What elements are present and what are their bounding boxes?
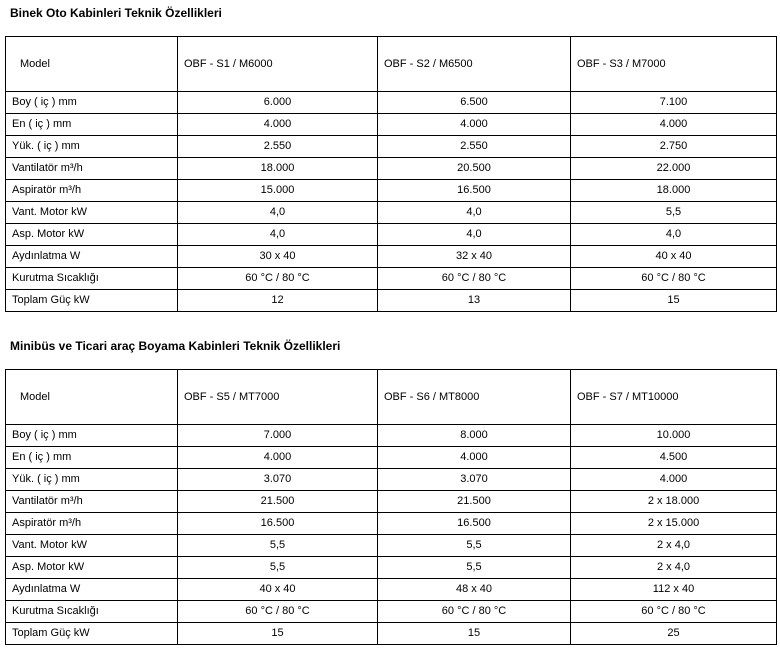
table-cell: 15 [571, 290, 777, 312]
table-row [6, 447, 777, 469]
row-label: Aspiratör m³/h [6, 180, 178, 202]
row-label: Toplam Güç kW [6, 290, 178, 312]
header-cell: OBF - S3 / M7000 [571, 37, 777, 92]
table-cell: 60 °C / 80 °C [378, 268, 571, 290]
table-cell: 4.000 [178, 447, 378, 469]
row-label: Aydınlatma W [6, 246, 178, 268]
table-row [6, 224, 777, 246]
table-cell: 4.000 [378, 447, 571, 469]
table-cell: 5,5 [571, 202, 777, 224]
table-cell: 4.500 [571, 447, 777, 469]
table-cell: 60 °C / 80 °C [178, 601, 378, 623]
table-header-row [6, 37, 777, 92]
row-label: Vant. Motor kW [6, 535, 178, 557]
table-cell: 4,0 [378, 202, 571, 224]
row-label: Asp. Motor kW [6, 557, 178, 579]
table-row [6, 535, 777, 557]
table-row [6, 114, 777, 136]
table-cell: 10.000 [571, 425, 777, 447]
table-cell: 4,0 [571, 224, 777, 246]
header-cell: OBF - S2 / M6500 [378, 37, 571, 92]
table-cell: 4,0 [178, 224, 378, 246]
row-label: Vant. Motor kW [6, 202, 178, 224]
table-cell: 2.550 [178, 136, 378, 158]
table-cell: 7.100 [571, 92, 777, 114]
table-cell: 40 x 40 [178, 579, 378, 601]
table-cell: 48 x 40 [378, 579, 571, 601]
header-cell: Model [6, 370, 178, 425]
row-label: Aydınlatma W [6, 579, 178, 601]
table-cell: 2.550 [378, 136, 571, 158]
table-cell: 32 x 40 [378, 246, 571, 268]
table-cell: 22.000 [571, 158, 777, 180]
spec-table-minibus [5, 369, 777, 645]
table-row [6, 158, 777, 180]
row-label: Yük. ( iç ) mm [6, 469, 178, 491]
table-row [6, 290, 777, 312]
table-cell: 2 x 4,0 [571, 557, 777, 579]
table-cell: 4.000 [378, 114, 571, 136]
table-cell: 15 [178, 623, 378, 645]
header-cell: OBF - S1 / M6000 [178, 37, 378, 92]
table-cell: 60 °C / 80 °C [378, 601, 571, 623]
table-cell: 4,0 [378, 224, 571, 246]
table-cell: 40 x 40 [571, 246, 777, 268]
section-title-minibus: Minibüs ve Ticari araç Boyama Kabinleri Teknik Özellikleri [10, 339, 341, 353]
table-row [6, 601, 777, 623]
table-cell: 60 °C / 80 °C [178, 268, 378, 290]
table-cell: 2 x 18.000 [571, 491, 777, 513]
spec-table-body [6, 37, 777, 312]
table-cell: 12 [178, 290, 378, 312]
table-cell: 7.000 [178, 425, 378, 447]
row-label: Kurutma Sıcaklığı [6, 268, 178, 290]
row-label: En ( iç ) mm [6, 114, 178, 136]
table-cell: 16.500 [178, 513, 378, 535]
row-label: Vantilatör m³/h [6, 491, 178, 513]
header-cell: OBF - S5 / MT7000 [178, 370, 378, 425]
table-cell: 6.000 [178, 92, 378, 114]
table-row [6, 202, 777, 224]
table-cell: 20.500 [378, 158, 571, 180]
table-cell: 25 [571, 623, 777, 645]
table-cell: 5,5 [178, 557, 378, 579]
table-cell: 18.000 [571, 180, 777, 202]
row-label: Asp. Motor kW [6, 224, 178, 246]
table-cell: 8.000 [378, 425, 571, 447]
row-label: Aspiratör m³/h [6, 513, 178, 535]
table-cell: 16.500 [378, 513, 571, 535]
table-cell: 5,5 [178, 535, 378, 557]
table-cell: 2 x 4,0 [571, 535, 777, 557]
table-cell: 4.000 [178, 114, 378, 136]
table-row [6, 557, 777, 579]
table-cell: 112 x 40 [571, 579, 777, 601]
table-row [6, 246, 777, 268]
row-label: Toplam Güç kW [6, 623, 178, 645]
table-row [6, 579, 777, 601]
table-row [6, 623, 777, 645]
row-label: Boy ( iç ) mm [6, 425, 178, 447]
spec-table-body [6, 370, 777, 645]
table-cell: 15.000 [178, 180, 378, 202]
table-cell: 5,5 [378, 557, 571, 579]
table-cell: 15 [378, 623, 571, 645]
table-cell: 2 x 15.000 [571, 513, 777, 535]
table-cell: 60 °C / 80 °C [571, 268, 777, 290]
table-cell: 4.000 [571, 469, 777, 491]
spec-table-binek [5, 36, 777, 312]
row-label: En ( iç ) mm [6, 447, 178, 469]
table-row [6, 136, 777, 158]
table-cell: 5,5 [378, 535, 571, 557]
table-row [6, 425, 777, 447]
table-row [6, 513, 777, 535]
table-cell: 21.500 [178, 491, 378, 513]
table-cell: 16.500 [378, 180, 571, 202]
table-row [6, 491, 777, 513]
row-label: Kurutma Sıcaklığı [6, 601, 178, 623]
header-cell: OBF - S6 / MT8000 [378, 370, 571, 425]
header-cell: Model [6, 37, 178, 92]
row-label: Vantilatör m³/h [6, 158, 178, 180]
table-cell: 21.500 [378, 491, 571, 513]
table-row [6, 180, 777, 202]
table-cell: 18.000 [178, 158, 378, 180]
table-cell: 2.750 [571, 136, 777, 158]
table-cell: 3.070 [378, 469, 571, 491]
section-title-binek: Binek Oto Kabinleri Teknik Özellikleri [10, 6, 222, 20]
row-label: Boy ( iç ) mm [6, 92, 178, 114]
row-label: Yük. ( iç ) mm [6, 136, 178, 158]
table-row [6, 268, 777, 290]
table-row [6, 92, 777, 114]
header-cell: OBF - S7 / MT10000 [571, 370, 777, 425]
table-cell: 3.070 [178, 469, 378, 491]
table-cell: 13 [378, 290, 571, 312]
table-cell: 30 x 40 [178, 246, 378, 268]
table-row [6, 469, 777, 491]
table-cell: 4,0 [178, 202, 378, 224]
table-cell: 4.000 [571, 114, 777, 136]
table-cell: 6.500 [378, 92, 571, 114]
table-cell: 60 °C / 80 °C [571, 601, 777, 623]
table-header-row [6, 370, 777, 425]
